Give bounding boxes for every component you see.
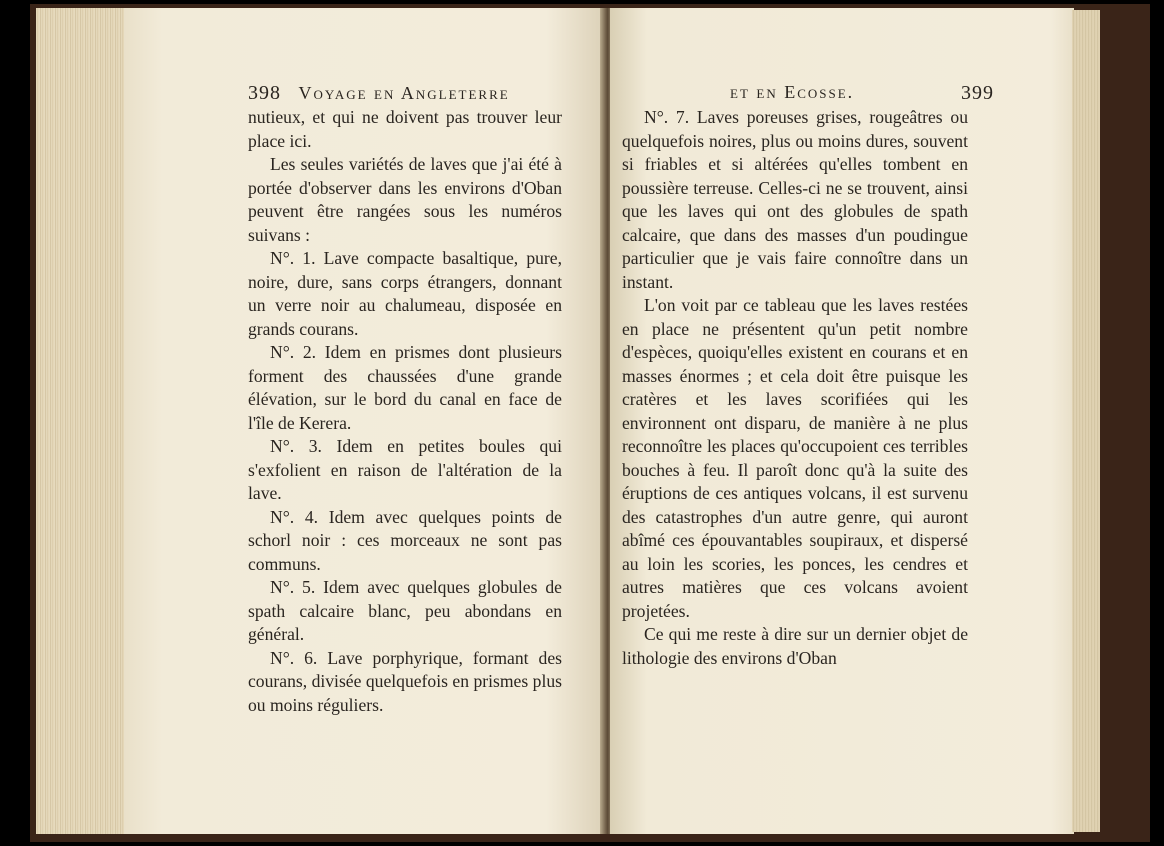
left-running-title: Voyage en Angleterre — [298, 83, 510, 103]
left-page-text — [248, 106, 562, 717]
right-page-text — [622, 106, 968, 670]
page-edges-right — [1072, 10, 1100, 832]
paragraph: Les seules variétés de laves que j'ai été à portée d'observer dans les environs d'Oban peuvent être rangées sous les numéros suivans : — [248, 154, 562, 245]
paragraph: N°. 1. Lave compacte basaltique, pure, noire, dure, sans corps étrangers, donnant un verre noir au chalumeau, disposée en grands courans. — [248, 248, 562, 339]
right-page-number: 399 — [961, 82, 994, 104]
left-page-number: 398 — [248, 82, 281, 104]
right-running-title: et en Ecosse. — [730, 82, 855, 102]
left-page-header — [248, 82, 528, 105]
page-edges-left — [36, 8, 126, 834]
paragraph: N°. 2. Idem en prismes dont plusieurs forment des chaussées d'une grande élévation, sur le bord du canal en face de l'île de Kerera. — [248, 342, 562, 433]
paragraph: N°. 7. Laves poreuses grises, rougeâtres ou quelquefois noires, plus ou moins dures, souvent si friables et si altérées qu'elles tombent en poussière terreuse. Celles-ci ne se trouvent, ainsi que les laves qui ont des globules de spath calcaire, que dans des masses d'un poudingue particulier que je vais faire connoître dans un instant. — [622, 107, 968, 292]
paragraph: N°. 3. Idem en petites boules qui s'exfolient en raison de l'altération de la lave. — [248, 436, 562, 503]
paragraph: L'on voit par ce tableau que les laves restées en place ne présentent qu'un petit nombre d'espèces, quoiqu'elles existent en courans et en masses énormes ; et cela doit être puisque les cratères et les laves scorifiées qui les environnent ont disparu, de manière à ne plus reconnoître les places qu'occupoient ces terribles bouches à feu. Il paroît donc qu'à la suite des éruptions de ces antiques volcans, il est survenu des catastrophes d'un autre genre, qui auront abîmé ces épouvantables soupiraux, et dispersé au loin les scories, les ponces, les cendres et autres matières que ces volcans avoient projetées. — [622, 295, 968, 621]
paragraph: N°. 4. Idem avec quelques points de schorl noir : ces morceaux ne sont pas communs. — [248, 506, 562, 574]
paragraph: nutieux, et qui ne doivent pas trouver leur place ici. — [248, 107, 562, 151]
paragraph: N°. 5. Idem avec quelques globules de spath calcaire blanc, peu abondans en général. — [248, 577, 562, 644]
paragraph: Ce qui me reste à dire sur un dernier objet de lithologie des environs d'Oban — [622, 624, 968, 668]
paragraph: N°. 6. Lave porphyrique, formant des courans, divisée quelquefois en prismes plus ou moins réguliers. — [248, 647, 562, 715]
